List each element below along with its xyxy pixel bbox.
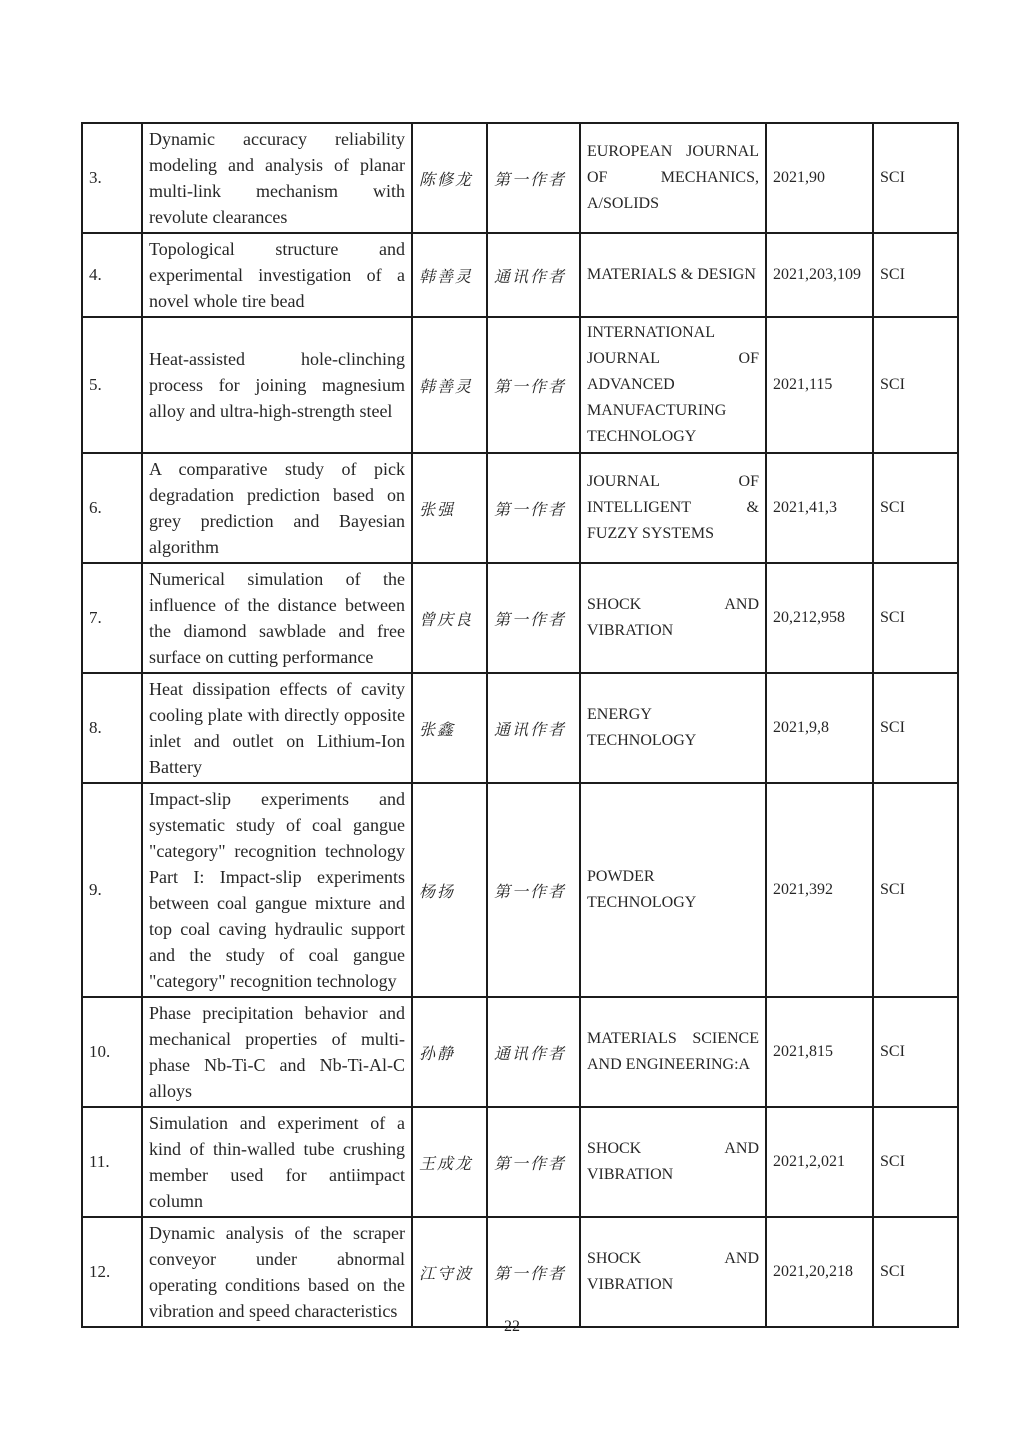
- year-volume-cell: 2021,392: [766, 783, 873, 997]
- table-row: [82, 783, 958, 997]
- year-volume-cell: 2021,9,8: [766, 673, 873, 783]
- author-name-cell: 曾庆良: [412, 563, 487, 673]
- table-row: [82, 317, 958, 453]
- row-number-cell: 8.: [82, 673, 142, 783]
- table-row: [82, 563, 958, 673]
- author-role-cell: 通讯作者: [487, 673, 580, 783]
- journal-name-cell: SHOCK AND VIBRATION: [580, 1217, 766, 1327]
- table-row: [82, 453, 958, 563]
- author-role-cell: 第一作者: [487, 1107, 580, 1217]
- journal-name-cell: MATERIALS SCIENCE AND ENGINEERING:A: [580, 997, 766, 1107]
- publication-title-cell: Topological structure and experimental investigation of a novel whole tire bead: [142, 233, 412, 317]
- row-number-cell: 6.: [82, 453, 142, 563]
- page-number: 22: [504, 1318, 520, 1335]
- journal-name-cell: MATERIALS & DESIGN: [580, 233, 766, 317]
- author-name-cell: 杨扬: [412, 783, 487, 997]
- row-number-cell: 11.: [82, 1107, 142, 1217]
- author-role-cell: 通讯作者: [487, 997, 580, 1107]
- author-name-cell: 孙静: [412, 997, 487, 1107]
- row-number-cell: 9.: [82, 783, 142, 997]
- journal-name-cell: ENERGY TECHNOLOGY: [580, 673, 766, 783]
- author-role-cell: 第一作者: [487, 317, 580, 453]
- index-type-cell: SCI: [873, 453, 958, 563]
- author-role-cell: 第一作者: [487, 453, 580, 563]
- row-number-cell: 10.: [82, 997, 142, 1107]
- index-type-cell: SCI: [873, 1107, 958, 1217]
- table-row: [82, 1107, 958, 1217]
- publication-title-cell: Heat-assisted hole-clinching process for joining magnesium alloy and ultra-high-strength steel: [142, 317, 412, 453]
- author-role-cell: 通讯作者: [487, 233, 580, 317]
- publication-title-cell: Simulation and experiment of a kind of thin-walled tube crushing member used for antiimpact column: [142, 1107, 412, 1217]
- row-number-cell: 3.: [82, 123, 142, 233]
- row-number-cell: 7.: [82, 563, 142, 673]
- year-volume-cell: 2021,41,3: [766, 453, 873, 563]
- row-number-cell: 5.: [82, 317, 142, 453]
- index-type-cell: SCI: [873, 783, 958, 997]
- row-number-cell: 12.: [82, 1217, 142, 1327]
- year-volume-cell: 2021,2,021: [766, 1107, 873, 1217]
- journal-name-cell: SHOCK AND VIBRATION: [580, 563, 766, 673]
- publication-title-cell: Dynamic analysis of the scraper conveyor under abnormal operating conditions based on the vibration and speed characteristics: [142, 1217, 412, 1327]
- publication-title-cell: A comparative study of pick degradation prediction based on grey prediction and Bayesian algorithm: [142, 453, 412, 563]
- journal-name-cell: INTERNATIONAL JOURNAL OF ADVANCED MANUFACTURING TECHNOLOGY: [580, 317, 766, 453]
- year-volume-cell: 2021,90: [766, 123, 873, 233]
- author-name-cell: 江守波: [412, 1217, 487, 1327]
- author-role-cell: 第一作者: [487, 563, 580, 673]
- year-volume-cell: 2021,20,218: [766, 1217, 873, 1327]
- author-name-cell: 张鑫: [412, 673, 487, 783]
- publication-title-cell: Dynamic accuracy reliability modeling and analysis of planar multi-link mechanism with revolute clearances: [142, 123, 412, 233]
- journal-name-cell: EUROPEAN JOURNAL OF MECHANICS, A/SOLIDS: [580, 123, 766, 233]
- journal-name-cell: SHOCK AND VIBRATION: [580, 1107, 766, 1217]
- year-volume-cell: 20,212,958: [766, 563, 873, 673]
- index-type-cell: SCI: [873, 563, 958, 673]
- author-name-cell: 陈修龙: [412, 123, 487, 233]
- index-type-cell: SCI: [873, 317, 958, 453]
- table-row: [82, 233, 958, 317]
- table-row: [82, 997, 958, 1107]
- journal-name-cell: POWDER TECHNOLOGY: [580, 783, 766, 997]
- index-type-cell: SCI: [873, 1217, 958, 1327]
- publication-title-cell: Phase precipitation behavior and mechanical properties of multi-phase Nb-Ti-C and Nb-Ti-Al-C alloys: [142, 997, 412, 1107]
- year-volume-cell: 2021,815: [766, 997, 873, 1107]
- author-name-cell: 韩善灵: [412, 317, 487, 453]
- author-name-cell: 王成龙: [412, 1107, 487, 1217]
- year-volume-cell: 2021,203,109: [766, 233, 873, 317]
- index-type-cell: SCI: [873, 673, 958, 783]
- year-volume-cell: 2021,115: [766, 317, 873, 453]
- author-name-cell: 韩善灵: [412, 233, 487, 317]
- index-type-cell: SCI: [873, 997, 958, 1107]
- publication-title-cell: Numerical simulation of the influence of the distance between the diamond sawblade and free surface on cutting performance: [142, 563, 412, 673]
- author-role-cell: 第一作者: [487, 783, 580, 997]
- journal-name-cell: JOURNAL OF INTELLIGENT & FUZZY SYSTEMS: [580, 453, 766, 563]
- table-row: [82, 1217, 958, 1327]
- author-name-cell: 张强: [412, 453, 487, 563]
- index-type-cell: SCI: [873, 123, 958, 233]
- publication-title-cell: Heat dissipation effects of cavity cooling plate with directly opposite inlet and outlet on Lithium-Ion Battery: [142, 673, 412, 783]
- table-row: [82, 123, 958, 233]
- index-type-cell: SCI: [873, 233, 958, 317]
- author-role-cell: 第一作者: [487, 1217, 580, 1327]
- publication-title-cell: Impact-slip experiments and systematic study of coal gangue "category" recognition technology Part I: Impact-slip experiments between coal gangue mixture and top coal caving hydraulic support and the study of coal gangue "category" recognition technology: [142, 783, 412, 997]
- publications-table-body: [82, 123, 958, 1327]
- table-row: [82, 673, 958, 783]
- author-role-cell: 第一作者: [487, 123, 580, 233]
- row-number-cell: 4.: [82, 233, 142, 317]
- publications-table: [81, 122, 959, 1328]
